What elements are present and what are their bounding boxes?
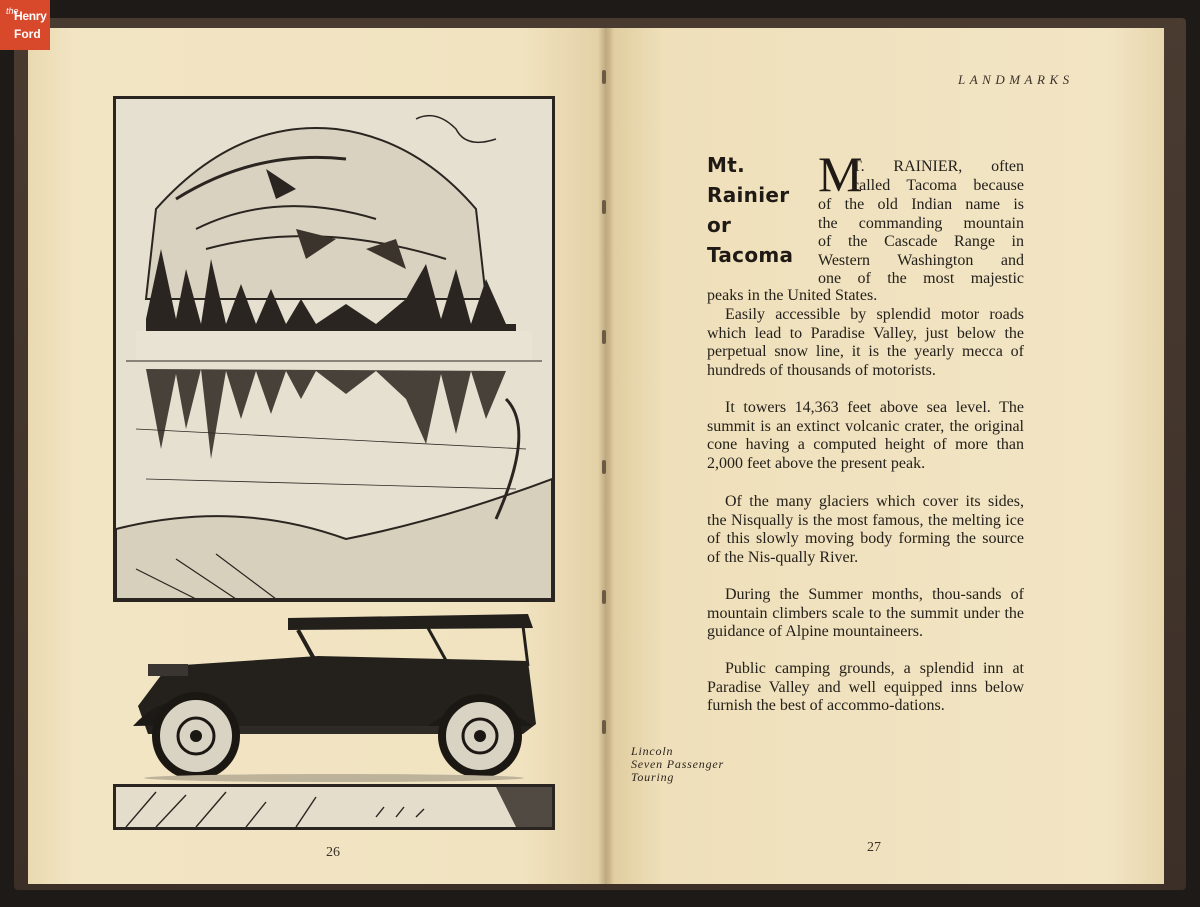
- mountain-etching: [113, 96, 555, 602]
- page-number-right: 27: [867, 840, 881, 855]
- paragraph: Easily accessible by splendid motor roads which lead to Paradise Valley, just below the perpetual snow line, it is the yearly mecca of hundreds of thousands of motorists.: [707, 306, 1024, 379]
- book-gutter: [598, 28, 614, 884]
- caption-line: Lincoln: [631, 744, 674, 758]
- lead-line: one of the most majestic: [818, 270, 1024, 287]
- side-heading-line: or: [707, 213, 732, 237]
- binding-stitch: [602, 200, 606, 214]
- lead-line: of the old Indian name is: [818, 196, 1024, 213]
- binding-stitch: [602, 720, 606, 734]
- paragraph: It towers 14,363 feet above sea level. The summit is an extinct volcanic crater, the original cone having a computed height of more than 2,000 feet above the present peak.: [707, 399, 1024, 472]
- paragraph: peaks in the United States.: [707, 287, 878, 304]
- paragraph: Public camping grounds, a splendid inn at Paradise Valley and well equipped inns below furnish the best of accommo-dations.: [707, 660, 1024, 715]
- paragraph: During the Summer months, thou-sands of mountain climbers scale to the summit under the guidance of Alpine mountaineers.: [707, 586, 1024, 641]
- paragraph: Of the many glaciers which cover its sides, the Nisqually is the most famous, the melting ice of this slowly moving body forming the source of the Nis-qually River.: [707, 493, 1024, 566]
- side-heading-line: Mt.: [707, 153, 745, 177]
- binding-stitch: [602, 460, 606, 474]
- binding-stitch: [602, 70, 606, 84]
- lead-line: of the Cascade Range in: [818, 233, 1024, 250]
- drop-cap: M: [818, 146, 863, 202]
- logo-the: the: [6, 6, 19, 16]
- side-heading-line: Rainier: [707, 183, 790, 207]
- ground-strip-illustration: [113, 784, 555, 830]
- car-caption: [631, 745, 724, 784]
- page-number-left: 26: [326, 845, 340, 860]
- binding-stitch: [602, 330, 606, 344]
- caption-line: Seven Passenger: [631, 757, 724, 771]
- logo-ford: Ford: [14, 27, 41, 41]
- side-heading: [707, 150, 807, 270]
- lead-line: called Tacoma because: [852, 177, 1024, 194]
- lead-line: T. RAINIER, often: [852, 158, 1024, 175]
- caption-line: Touring: [631, 770, 675, 784]
- lead-line: Western Washington and: [818, 252, 1024, 269]
- lead-line: the commanding mountain: [818, 215, 1024, 232]
- side-heading-line: Tacoma: [707, 243, 794, 267]
- running-head: LANDMARKS: [958, 72, 1074, 87]
- binding-stitch: [602, 590, 606, 604]
- henry-ford-logo[interactable]: [0, 0, 50, 50]
- logo-henry: Henry: [14, 9, 47, 23]
- lincoln-touring-car: [128, 606, 540, 784]
